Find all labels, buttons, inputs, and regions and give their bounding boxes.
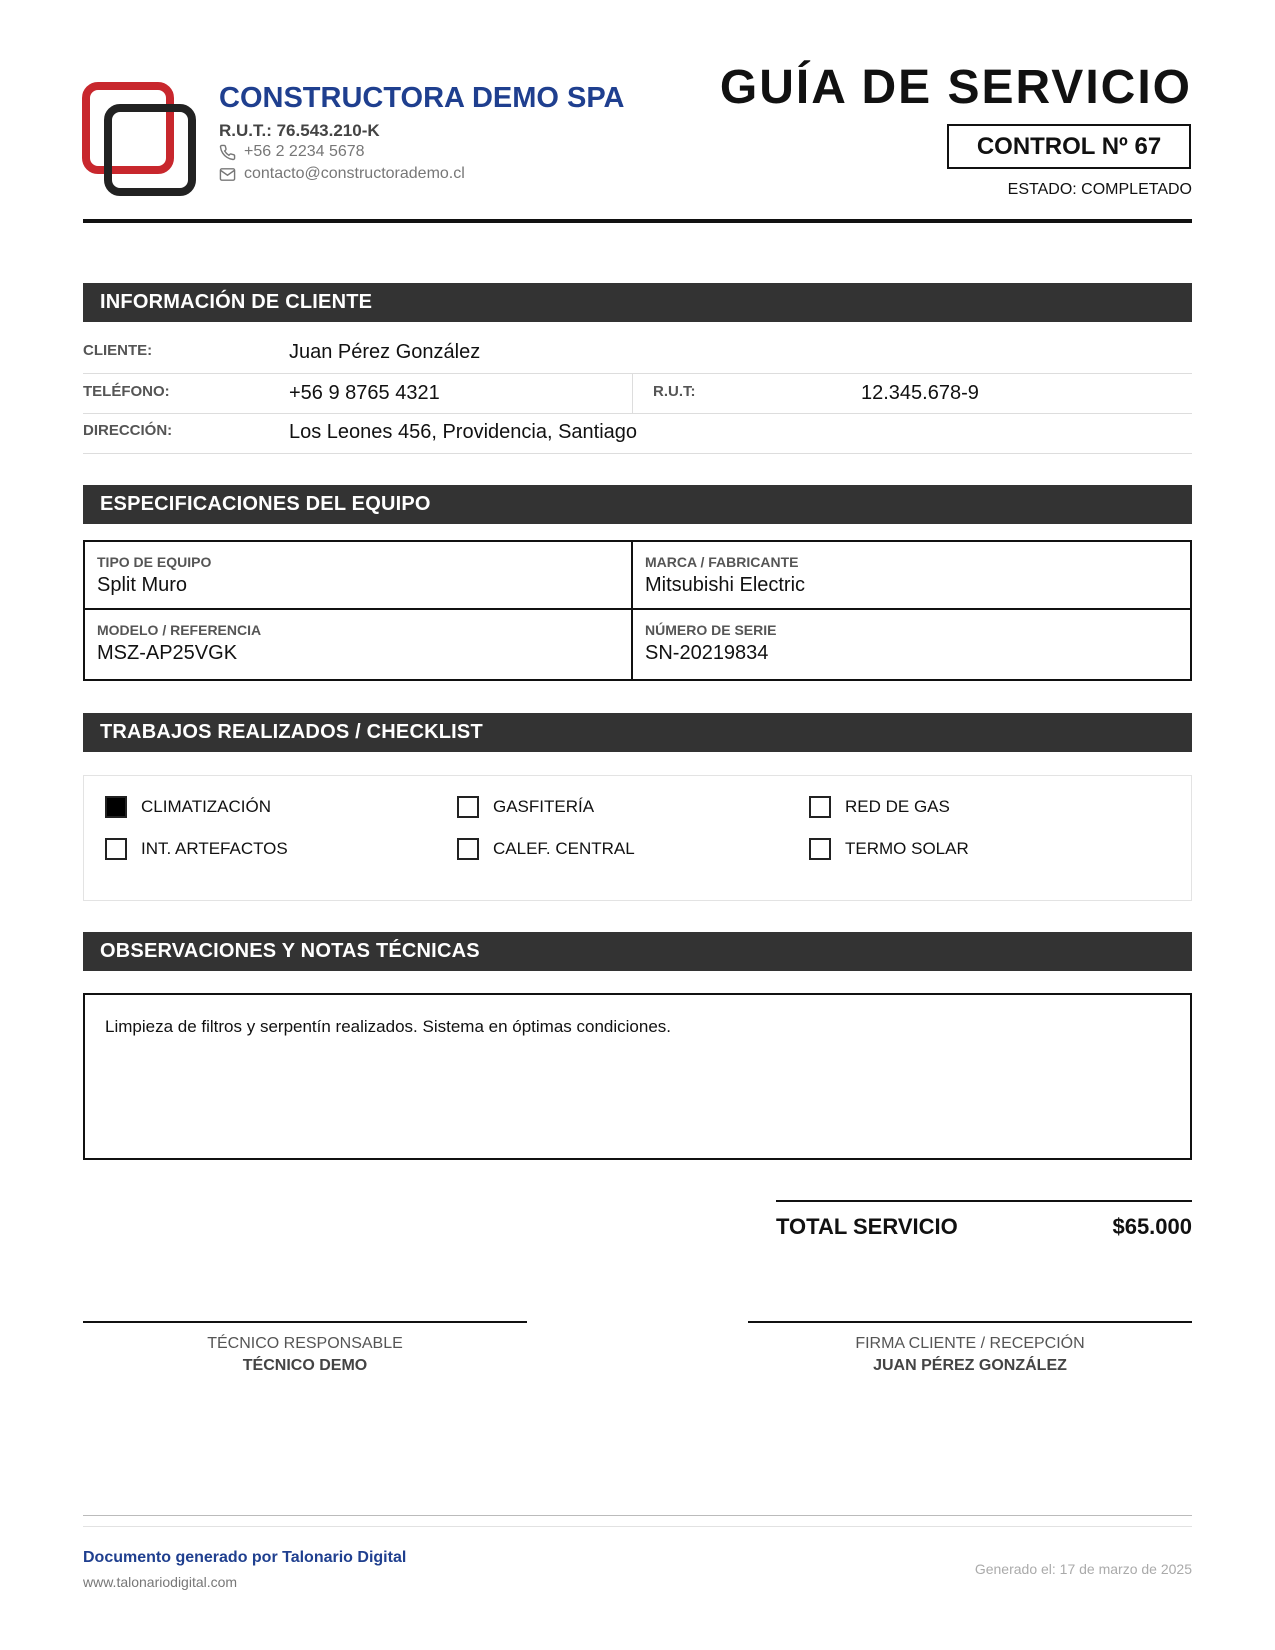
rut-label: R.U.T: — [653, 383, 696, 400]
checklist-item-int-artefactos[interactable] — [105, 838, 288, 860]
equipment-model-label: MODELO / REFERENCIA — [97, 622, 262, 638]
footer-generated-date: Generado el: 17 de marzo de 2025 — [974, 1561, 1192, 1577]
document-title: GUÍA DE SERVICIO — [719, 61, 1192, 114]
company-name: CONSTRUCTORA DEMO SPA — [219, 82, 625, 114]
client-label: CLIENTE: — [83, 342, 153, 359]
footer-url[interactable]: www.talonariodigital.com — [83, 1574, 238, 1590]
signature-line-technician — [83, 1321, 527, 1323]
total-divider — [776, 1200, 1192, 1202]
address-value: Los Leones 456, Providencia, Santiago — [289, 421, 638, 443]
column-divider — [632, 374, 633, 413]
phone-value: +56 9 8765 4321 — [289, 382, 440, 404]
signature-name-client: JUAN PÉREZ GONZÁLEZ — [873, 1357, 1067, 1374]
equipment-serial-cell — [633, 610, 1190, 679]
section-client-title: INFORMACIÓN DE CLIENTE — [83, 283, 1192, 322]
equipment-type-cell — [85, 542, 633, 610]
checklist-item-red-de-gas[interactable] — [809, 796, 950, 818]
checklist-item-label: CLIMATIZACIÓN — [141, 797, 272, 816]
equipment-model-value: MSZ-AP25VGK — [97, 642, 238, 664]
total-label: TOTAL SERVICIO — [776, 1214, 958, 1239]
company-logo — [82, 82, 200, 200]
equipment-type-value: Split Muro — [97, 574, 188, 596]
phone-icon — [219, 144, 236, 161]
equipment-grid — [83, 540, 1192, 681]
checkbox[interactable] — [105, 838, 127, 860]
mail-icon — [219, 166, 236, 183]
control-number: CONTROL Nº 67 — [947, 124, 1191, 169]
status-text: ESTADO: COMPLETADO — [1007, 181, 1192, 198]
total-value: $65.000 — [1112, 1214, 1192, 1239]
company-email-text[interactable]: contacto@constructorademo.cl — [244, 165, 465, 182]
checkbox[interactable] — [457, 796, 479, 818]
checklist-item-termo-solar[interactable] — [809, 838, 969, 860]
section-notes-title: OBSERVACIONES Y NOTAS TÉCNICAS — [83, 932, 1192, 971]
checklist-item-gasfiteria[interactable] — [457, 796, 594, 818]
equipment-serial-value: SN-20219834 — [645, 642, 769, 664]
checklist-item-label: RED DE GAS — [845, 797, 950, 816]
checklist-item-calef-central[interactable] — [457, 838, 635, 860]
equipment-brand-cell — [633, 542, 1190, 610]
equipment-model-cell — [85, 610, 633, 679]
rut-value: 12.345.678-9 — [861, 382, 979, 404]
header-divider — [83, 219, 1192, 223]
footer-divider — [83, 1515, 1192, 1516]
checklist-item-label: TERMO SOLAR — [845, 839, 969, 858]
equipment-serial-label: NÚMERO DE SERIE — [645, 622, 777, 638]
company-rut: R.U.T.: 76.543.210-K — [219, 121, 380, 140]
row-divider — [83, 413, 1192, 414]
section-equipment-title: ESPECIFICACIONES DEL EQUIPO — [83, 485, 1192, 524]
address-label: DIRECCIÓN: — [83, 422, 173, 439]
footer-divider — [83, 1526, 1192, 1527]
row-divider — [83, 453, 1192, 454]
company-email — [219, 165, 465, 183]
signature-line-client — [748, 1321, 1192, 1323]
checkbox[interactable] — [809, 838, 831, 860]
row-divider — [83, 373, 1192, 374]
signature-role-client: FIRMA CLIENTE / RECEPCIÓN — [855, 1335, 1085, 1352]
section-checklist-title: TRABAJOS REALIZADOS / CHECKLIST — [83, 713, 1192, 752]
equipment-type-label: TIPO DE EQUIPO — [97, 554, 212, 570]
checklist-item-label: INT. ARTEFACTOS — [141, 839, 288, 858]
checkbox[interactable] — [809, 796, 831, 818]
checkbox[interactable] — [105, 796, 127, 818]
equipment-brand-value: Mitsubishi Electric — [645, 574, 806, 596]
checkbox[interactable] — [457, 838, 479, 860]
checklist-item-climatizacion[interactable] — [105, 796, 271, 818]
company-phone-text: +56 2 2234 5678 — [244, 143, 365, 160]
client-value: Juan Pérez González — [289, 341, 481, 363]
equipment-brand-label: MARCA / FABRICANTE — [645, 554, 799, 570]
company-phone — [219, 143, 365, 161]
notes-text[interactable]: Limpieza de filtros y serpentín realizados. Sistema en óptimas condiciones. — [83, 993, 1192, 1160]
signature-name-technician: TÉCNICO DEMO — [242, 1357, 368, 1374]
phone-label: TELÉFONO: — [83, 383, 170, 400]
signature-role-technician: TÉCNICO RESPONSABLE — [207, 1335, 403, 1352]
checklist-item-label: CALEF. CENTRAL — [493, 839, 635, 858]
checklist-item-label: GASFITERÍA — [493, 797, 595, 816]
footer-brand: Documento generado por Talonario Digital — [83, 1549, 407, 1566]
